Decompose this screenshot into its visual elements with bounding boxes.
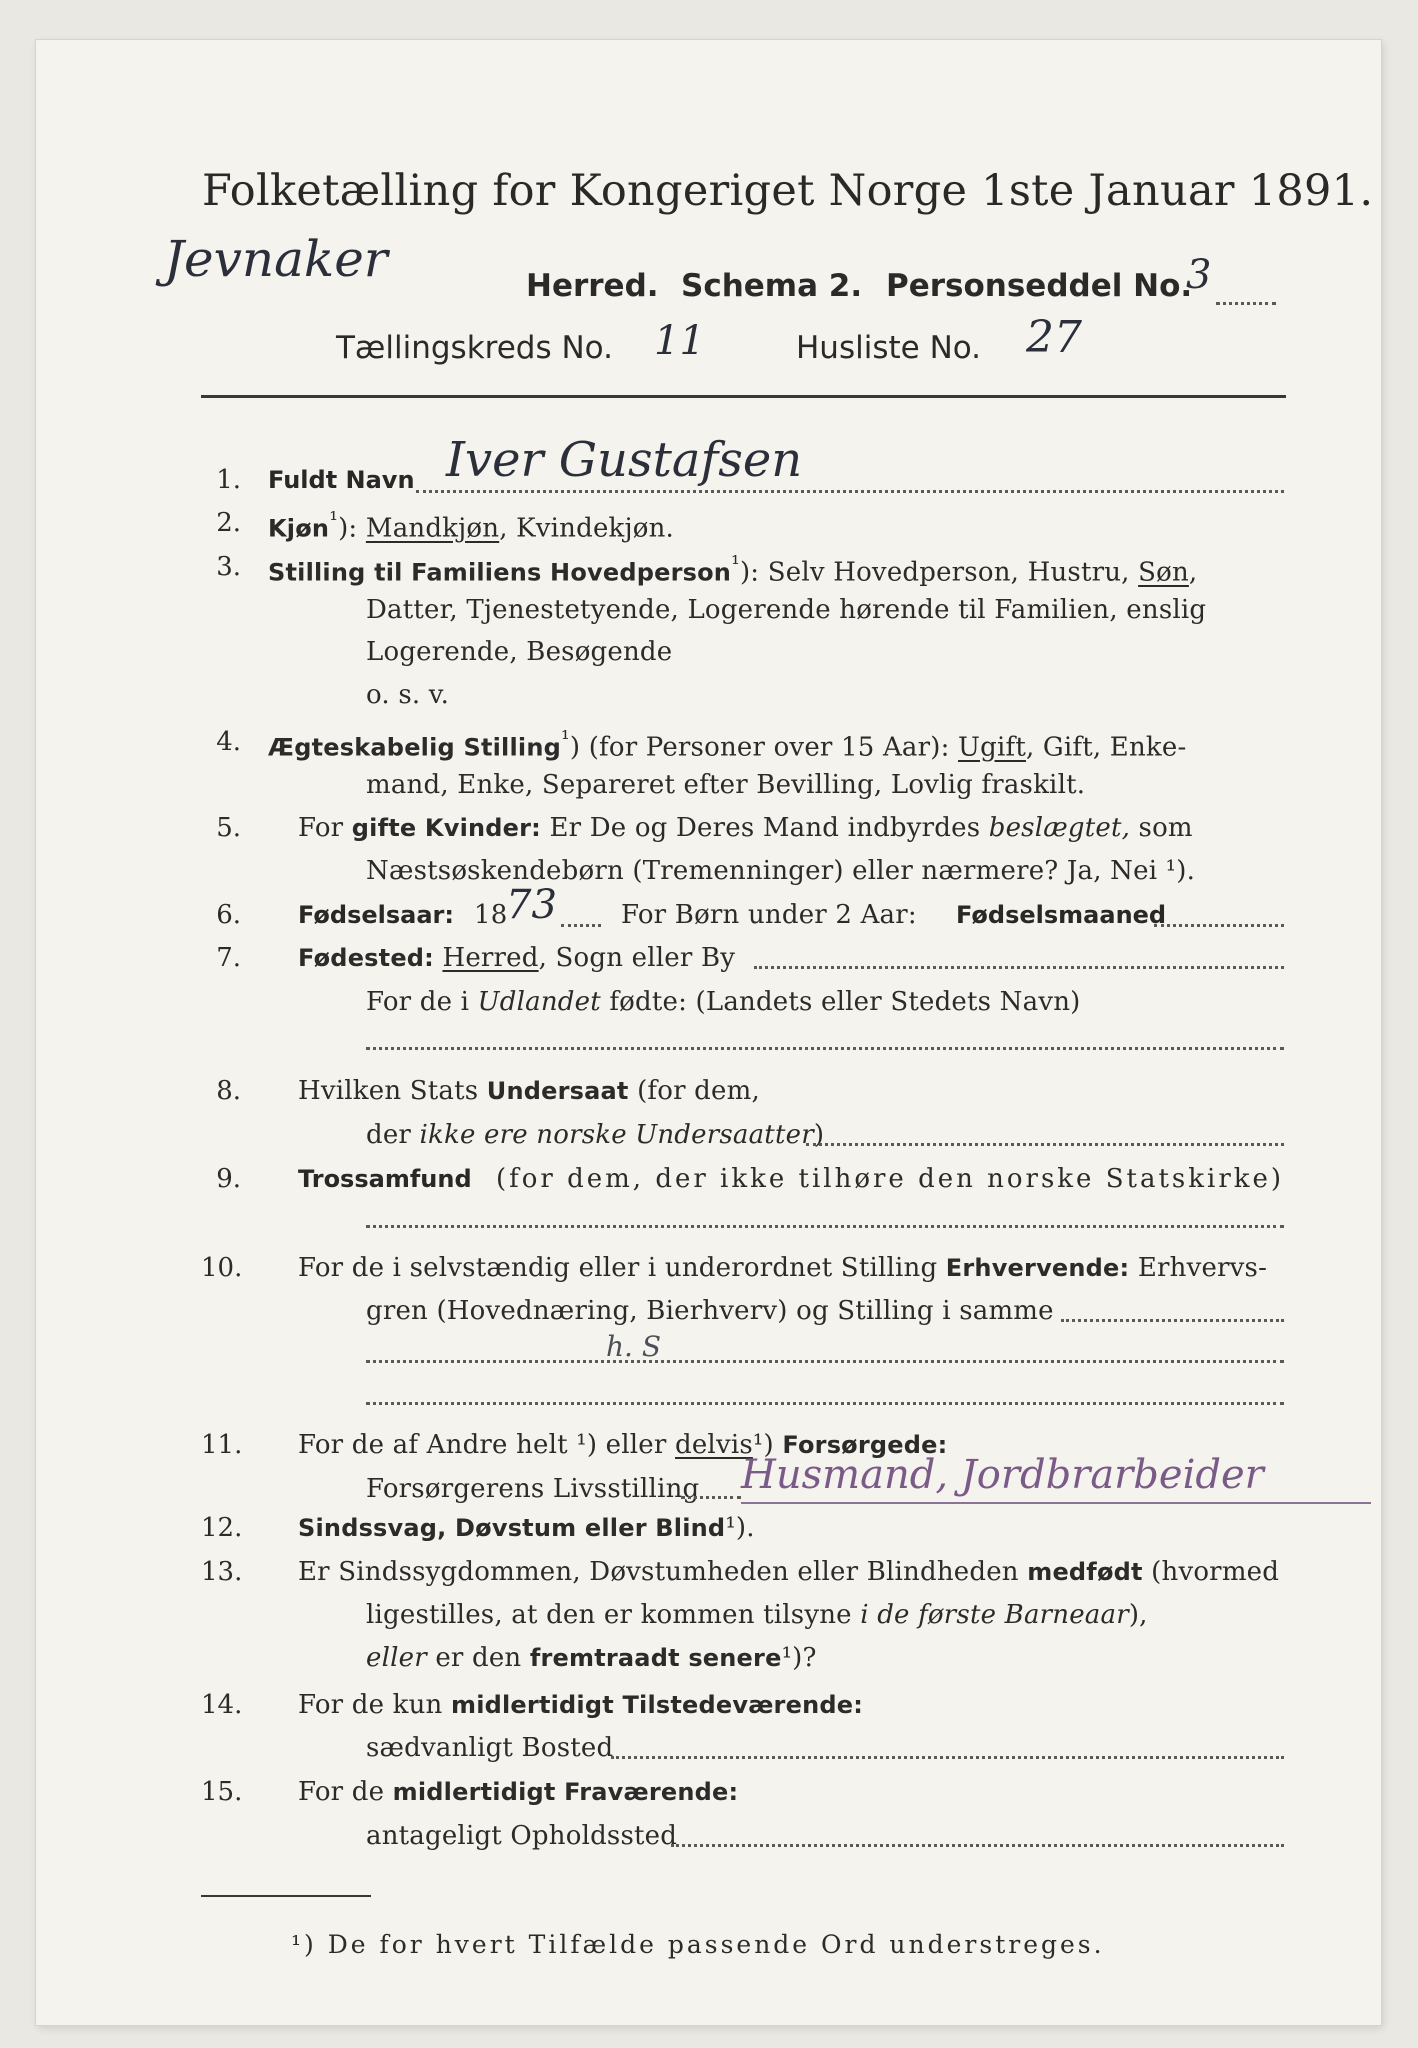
q8-condition: (for dem, bbox=[637, 1076, 760, 1106]
q11-purple-underline bbox=[741, 1502, 1371, 1504]
schema-label: Schema 2. bbox=[681, 268, 863, 304]
q8-not-norwegian: ikke ere norske Undersaatter bbox=[419, 1120, 814, 1150]
q13-footnote-mark: ¹)? bbox=[781, 1643, 817, 1673]
q13-line-3 bbox=[366, 1643, 817, 1673]
q14-line-2: sædvanligt Bosted bbox=[366, 1733, 614, 1763]
q7-abroad-prefix: For de i bbox=[366, 987, 470, 1017]
q11-label: Forsørgede: bbox=[782, 1431, 948, 1459]
herred-name-handwritten: Jevnaker bbox=[164, 230, 388, 288]
q6-label: Fødselsaar: bbox=[298, 901, 454, 929]
q6-year-dots bbox=[561, 924, 601, 927]
q3-options-1: ): Selv Hovedperson, Hustru, bbox=[739, 557, 1130, 588]
q13-hvormed: (hvormed bbox=[1151, 1557, 1280, 1587]
q8-line-1 bbox=[298, 1076, 760, 1106]
q2-separator: ): bbox=[338, 513, 358, 544]
q4-number: 4. bbox=[216, 727, 241, 757]
q5-som: som bbox=[1138, 813, 1193, 843]
q14-prefix: For de kun bbox=[298, 1690, 443, 1720]
q5-prefix: For bbox=[298, 813, 344, 843]
q7-udlandet: Udlandet bbox=[477, 987, 601, 1017]
taellingskreds-label: Tællingskreds No. bbox=[336, 330, 613, 366]
q7-line-1 bbox=[298, 943, 735, 973]
q11-number: 11. bbox=[201, 1430, 243, 1460]
q10-line-2: gren (Hovednæring, Bierhverv) og Stilling i samme bbox=[366, 1296, 1054, 1326]
q7-label: Fødested: bbox=[298, 944, 434, 972]
q11-footnote-mark: ¹) bbox=[752, 1430, 774, 1460]
q3-line-4: o. s. v. bbox=[366, 680, 450, 710]
husliste-number: 27 bbox=[1026, 312, 1082, 363]
q5-line-2: Næstsøskendebørn (Tremenninger) eller nærmere? Ja, Nei ¹). bbox=[366, 856, 1196, 886]
q9-label: Trossamfund bbox=[298, 1165, 472, 1193]
q14-number: 14. bbox=[201, 1690, 243, 1720]
q8-dotted-line bbox=[806, 1143, 1284, 1146]
q10-label: Erhvervende: bbox=[945, 1254, 1130, 1282]
q10-number: 10. bbox=[201, 1253, 243, 1283]
q13-line-2 bbox=[366, 1600, 1148, 1630]
footnote-rule bbox=[201, 1895, 371, 1897]
q12-line bbox=[298, 1513, 755, 1543]
footnote: ¹) De for hvert Tilfælde passende Ord understreges. bbox=[291, 1930, 1105, 1959]
q4-line-1 bbox=[268, 727, 1186, 763]
q2-label: Kjøn bbox=[268, 514, 330, 543]
q11-dotted-line bbox=[681, 1496, 741, 1499]
q11-selected-delvis: delvis bbox=[675, 1430, 753, 1460]
q6-century: 18 bbox=[474, 900, 508, 930]
q8-close-paren: ) bbox=[813, 1120, 825, 1150]
q15-label: midlertidigt Fraværende: bbox=[392, 1778, 739, 1806]
q3-line-3: Logerende, Besøgende bbox=[366, 637, 673, 667]
form-title: Folketælling for Kongeriget Norge 1ste Januar 1891. bbox=[202, 166, 1374, 216]
q10-pencil-mark: h. S bbox=[606, 1330, 662, 1363]
q1-number: 1. bbox=[216, 465, 241, 495]
personseddel-number: 3 bbox=[1186, 252, 1212, 298]
q13-number: 13. bbox=[201, 1557, 243, 1587]
q14-line-1 bbox=[298, 1690, 863, 1720]
q15-number: 15. bbox=[201, 1777, 243, 1807]
q3-comma: , bbox=[1188, 557, 1198, 588]
q3-footnote-mark: ¹ bbox=[731, 552, 740, 577]
q5-beslaegtet: beslægtet, bbox=[988, 813, 1131, 843]
q3-line-2: Datter, Tjenestetyende, Logerende hørende til Familien, enslig bbox=[366, 595, 1207, 625]
personseddel-dots bbox=[1216, 302, 1276, 305]
q8-label: Undersaat bbox=[486, 1077, 629, 1105]
q5-line-1 bbox=[298, 813, 1193, 843]
q7-selected-herred: Herred bbox=[442, 943, 539, 973]
q3-line-1 bbox=[268, 552, 1197, 588]
q13-ligestilles: ligestilles, at den er kommen tilsyne bbox=[366, 1600, 852, 1630]
q9-number: 9. bbox=[216, 1164, 241, 1194]
q13-label2: fremtraadt senere bbox=[529, 1644, 782, 1672]
personseddel-label: Personseddel No. bbox=[886, 268, 1193, 304]
husliste-label: Husliste No. bbox=[796, 330, 982, 366]
q11-provider-occupation: Husmand, Jordbrarbeider bbox=[741, 1452, 1264, 1498]
q8-number: 8. bbox=[216, 1076, 241, 1106]
q4-options-1: , Gift, Enke- bbox=[1025, 732, 1187, 763]
q13-question: Er Sindssygdommen, Døvstumheden eller Blindheden bbox=[298, 1557, 1019, 1587]
q5-label: gifte Kvinder: bbox=[351, 814, 541, 842]
q9-dotted-line bbox=[366, 1225, 1284, 1228]
q2-options: , Kvindekjøn. bbox=[499, 513, 675, 544]
q4-condition: ) (for Personer over 15 Aar): bbox=[569, 732, 950, 763]
q3-selected-son: Søn bbox=[1138, 557, 1189, 588]
q4-label: Ægteskabelig Stilling bbox=[268, 733, 561, 762]
q2-selected-mandkjon: Mandkjøn bbox=[365, 513, 500, 544]
q6-under-two: For Børn under 2 Aar: bbox=[621, 900, 917, 930]
q6-month-dots bbox=[1154, 924, 1284, 927]
q1-dotted-line bbox=[416, 490, 1284, 493]
q4-footnote-mark: ¹ bbox=[561, 727, 570, 752]
q10-dotted-line-3 bbox=[366, 1402, 1284, 1405]
q13-line-1 bbox=[298, 1557, 1279, 1587]
q13-er-den: er den bbox=[435, 1643, 522, 1673]
q14-label: midlertidigt Tilstedeværende: bbox=[450, 1691, 864, 1719]
q7-dotted-line-2 bbox=[366, 1047, 1284, 1050]
q12-number: 12. bbox=[201, 1513, 243, 1543]
q7-dotted-line-1 bbox=[754, 966, 1284, 969]
q8-line-2 bbox=[366, 1120, 824, 1150]
q4-line-2: mand, Enke, Separeret efter Bevilling, Lovlig fraskilt. bbox=[366, 770, 1086, 800]
q12-label: Sindssvag, Døvstum eller Blind bbox=[298, 1514, 726, 1542]
q3-number: 3. bbox=[216, 552, 241, 582]
q6-birth-year: 73 bbox=[506, 882, 557, 928]
q15-line-1 bbox=[298, 1777, 738, 1807]
q10-line-1 bbox=[298, 1253, 1267, 1283]
q1-full-name: Iver Gustafsen bbox=[446, 432, 803, 488]
q9-text: (for dem, der ikke tilhøre den norske Statskirke) bbox=[496, 1164, 1285, 1194]
q11-line-2: Forsørgerens Livsstilling bbox=[366, 1474, 700, 1504]
q7-number: 7. bbox=[216, 943, 241, 973]
q5-question: Er De og Deres Mand indbyrdes bbox=[549, 813, 981, 843]
q10-question: For de i selvstændig eller i underordnet Stilling bbox=[298, 1253, 938, 1283]
q10-erhvervs: Erhvervs- bbox=[1137, 1253, 1268, 1283]
q12-footnote-mark: ¹). bbox=[725, 1513, 755, 1543]
q8-prefix: Hvilken Stats bbox=[298, 1076, 479, 1106]
taellingskreds-number: 11 bbox=[654, 318, 705, 364]
q2-line bbox=[268, 508, 674, 544]
q13-label: medfødt bbox=[1027, 1558, 1143, 1586]
q3-label: Stilling til Familiens Hovedperson bbox=[268, 558, 732, 587]
q10-dotted-line-2 bbox=[366, 1360, 1284, 1363]
q4-selected-ugift: Ugift bbox=[958, 732, 1026, 763]
q7-abroad-question: fødte: (Landets eller Stedets Navn) bbox=[609, 987, 1081, 1017]
q13-eller: eller bbox=[366, 1643, 427, 1673]
q6-label2: Fødselsmaaned bbox=[956, 901, 1167, 929]
q10-dotted-line-1 bbox=[1061, 1319, 1284, 1322]
q8-der: der bbox=[366, 1120, 412, 1150]
q6-number: 6. bbox=[216, 900, 241, 930]
q1-label: Fuldt Navn bbox=[268, 466, 415, 494]
header-divider bbox=[201, 395, 1286, 398]
census-form-sheet bbox=[36, 40, 1381, 2025]
q11-question: For de af Andre helt ¹) eller bbox=[298, 1430, 667, 1460]
q15-prefix: For de bbox=[298, 1777, 385, 1807]
q13-barneaar: i de første Barneaar bbox=[860, 1600, 1129, 1630]
q7-line-2 bbox=[366, 987, 1081, 1017]
q2-footnote-mark: ¹ bbox=[329, 508, 339, 533]
q5-number: 5. bbox=[216, 813, 241, 843]
q15-dotted-line bbox=[671, 1844, 1284, 1847]
q7-options: , Sogn eller By bbox=[538, 943, 736, 973]
q2-number: 2. bbox=[216, 508, 241, 538]
q15-line-2: antageligt Opholdssted bbox=[366, 1821, 678, 1851]
q14-dotted-line bbox=[611, 1756, 1284, 1759]
q13-close: ), bbox=[1128, 1600, 1148, 1630]
herred-label: Herred. bbox=[526, 268, 659, 304]
